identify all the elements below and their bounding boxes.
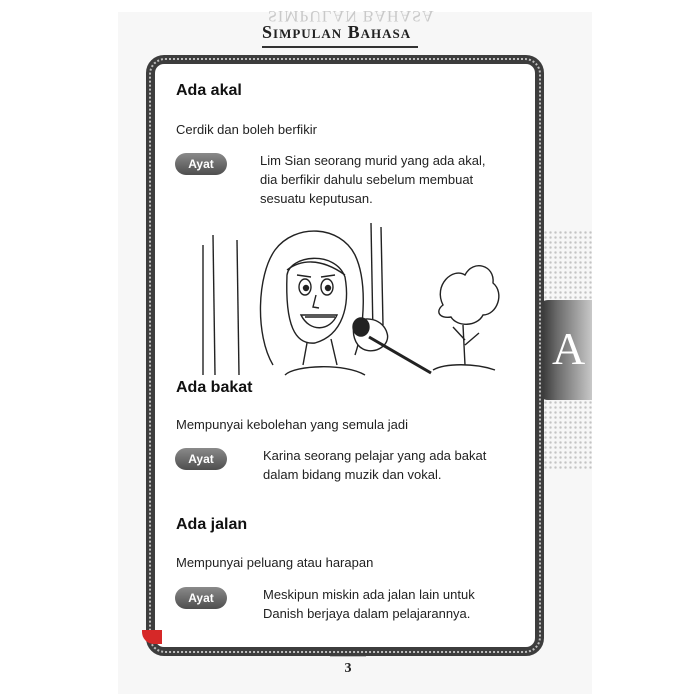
example-ada-bakat: Karina seorang pelajar yang ada bakat dalam bidang muzik dan vokal.	[263, 448, 487, 482]
page-number: 3	[330, 656, 366, 679]
meaning-ada-jalan: Mempunyai peluang atau harapan	[176, 555, 374, 570]
meaning-ada-akal: Cerdik dan boleh berfikir	[176, 122, 317, 137]
alphabet-tab-letter: A	[552, 323, 586, 374]
ayat-badge-3: Ayat	[175, 587, 227, 609]
term-ada-bakat: Ada bakat	[176, 379, 253, 396]
alphabet-tab	[538, 300, 592, 400]
ayat-badge-1: Ayat	[175, 153, 227, 175]
girl-singing-illustration	[195, 215, 505, 380]
page-title: Simpulan Bahasa	[262, 22, 412, 42]
curtain-line-5	[381, 227, 383, 325]
title-underline	[262, 46, 418, 48]
curtain-line-4	[371, 223, 373, 335]
example-ada-jalan: Meskipun miskin ada jalan lain untuk Danish berjaya dalam pelajarannya.	[263, 587, 475, 621]
curtain-line-2	[213, 235, 215, 375]
curtain-line-3	[237, 240, 239, 375]
term-ada-akal: Ada akal	[176, 82, 242, 99]
example-ada-akal: Lim Sian seorang murid yang ada akal, dia berfikir dahulu sebelum membuat sesuatu keputusan.	[260, 153, 486, 206]
term-ada-jalan: Ada jalan	[176, 516, 248, 533]
dot-pattern-bottom	[538, 400, 592, 470]
dot-pattern-top	[538, 230, 592, 300]
meaning-ada-bakat: Mempunyai kebolehan yang semula jadi	[176, 417, 408, 432]
ayat-badge-2: Ayat	[175, 448, 227, 470]
bleed-through-header: SIMPULAN BAHASA	[268, 7, 435, 24]
